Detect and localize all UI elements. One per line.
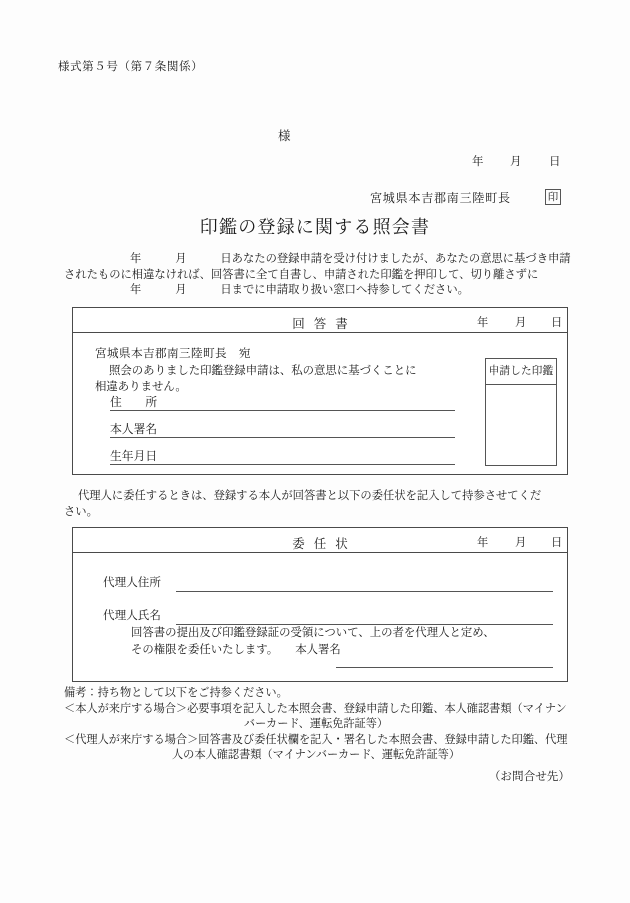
seal-impression-area[interactable] bbox=[486, 385, 556, 467]
contact-label: （お問合せ先） bbox=[488, 770, 570, 783]
answer-form-header bbox=[73, 308, 567, 333]
answer-form-date-month: 月 bbox=[515, 317, 527, 329]
seal-impression-box[interactable] bbox=[485, 358, 557, 466]
remarks-section bbox=[64, 686, 568, 764]
addressee-suffix: 様 bbox=[278, 129, 291, 143]
answer-form-heading: 回答書 bbox=[292, 317, 357, 331]
poa-body-text bbox=[131, 625, 495, 659]
remarks-line-4: ＜代理人が来庁する場合＞回答書及び委任状欄を記入・署名した本照会書、登録申請した印鑑、代理 bbox=[64, 733, 568, 746]
poa-date-year: 年 bbox=[477, 537, 489, 549]
signature-field-label: 本人署名 bbox=[110, 422, 158, 436]
agent-name-label: 代理人氏名 bbox=[103, 609, 161, 622]
page-title: 印鑑の登録に関する照会書 bbox=[199, 217, 431, 237]
issuer-name: 宮城県本吉郡南三陸町長 bbox=[370, 191, 511, 205]
answer-form-date-year: 年 bbox=[477, 317, 489, 329]
proxy-note-line-2: さい。 bbox=[64, 505, 98, 518]
answer-statement-line-1: 照会のありました印鑑登録申請は、私の意思に基づくことに bbox=[109, 365, 417, 377]
header-date-month: 月 bbox=[510, 156, 522, 168]
remarks-line-2: ＜本人が来庁する場合＞必要事項を記入した本照会書、登録申請した印鑑、本人確認書類（マイナン bbox=[64, 702, 567, 715]
remarks-line-5: 人の本人確認書類（マイナンバーカード、運転免許証等） bbox=[171, 749, 461, 762]
intro-line-3: 年 月 日までに申請取り扱い窓口へ持参してください。 bbox=[130, 284, 469, 296]
signature-field[interactable] bbox=[110, 418, 455, 438]
header-date-day: 日 bbox=[549, 156, 561, 168]
header-date-row bbox=[0, 153, 630, 169]
remarks-line-1: 備考：持ち物として以下をご持参ください。 bbox=[64, 687, 288, 699]
poa-date-day: 日 bbox=[551, 537, 563, 549]
proxy-note bbox=[64, 489, 574, 520]
birthdate-field[interactable] bbox=[110, 445, 455, 465]
poa-body-line-1: 回答書の提出及び印鑑登録証の受領について、上の者を代理人と定め、 bbox=[131, 627, 495, 639]
principal-signature-line[interactable] bbox=[336, 667, 553, 668]
agent-name-field[interactable] bbox=[103, 606, 553, 625]
agent-address-label: 代理人住所 bbox=[103, 576, 161, 589]
intro-paragraph bbox=[64, 252, 571, 299]
intro-line-1: 年 月 日あなたの登録申請を受け付けましたが、あなたの意思に基づき申請 bbox=[130, 253, 571, 265]
agent-address-field[interactable] bbox=[103, 573, 553, 592]
remarks-line-3: バーカード、運転免許証等） bbox=[243, 718, 389, 731]
address-field-label: 住 所 bbox=[110, 395, 158, 409]
address-field[interactable] bbox=[110, 391, 455, 411]
power-of-attorney-box bbox=[72, 527, 568, 682]
answer-form-box bbox=[72, 307, 568, 475]
intro-line-2: されたものに相違なければ、回答書に全て自書し、申請された印鑑を押印して、切り離さずに bbox=[64, 268, 539, 281]
poa-date-month: 月 bbox=[515, 537, 527, 549]
answer-form-date-day: 日 bbox=[551, 317, 563, 329]
proxy-note-line-1: 代理人に委任するときは、登録する本人が回答書と以下の委任状を記入して持参させてくだ bbox=[78, 490, 542, 502]
poa-body-line-2: その権限を委任いたします。 本人署名 bbox=[131, 644, 341, 656]
form-number: 様式第５号（第７条関係） bbox=[58, 61, 204, 73]
birthdate-field-label: 生年月日 bbox=[110, 449, 158, 463]
poa-heading: 委任状 bbox=[292, 537, 357, 551]
seal-impression-caption: 申請した印鑑 bbox=[486, 359, 556, 385]
header-date-year: 年 bbox=[472, 156, 484, 168]
poa-header bbox=[73, 528, 567, 553]
answer-addressed-to: 宮城県本吉郡南三陸町長 宛 bbox=[95, 347, 251, 360]
agent-address-rule bbox=[176, 591, 553, 592]
issuer-seal-icon: 印 bbox=[545, 189, 561, 205]
answer-statement-line-2: 相違ありません。 bbox=[95, 381, 187, 393]
